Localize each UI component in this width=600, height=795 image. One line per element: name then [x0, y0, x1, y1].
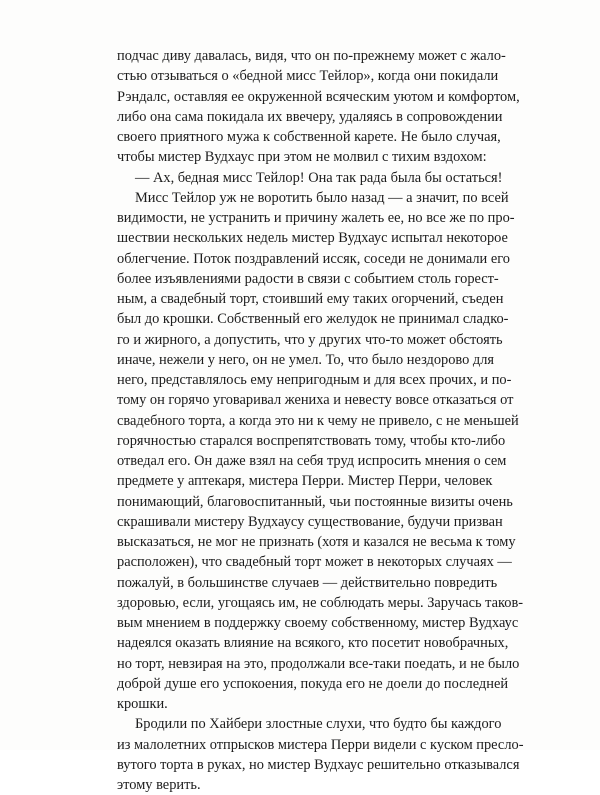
- paragraph: [117, 714, 524, 795]
- text-line: понимающий, благовоспитанный, чьи постоянные визиты очень: [117, 493, 513, 510]
- text-line: крошки.: [117, 696, 168, 712]
- text-line: из малолетних отпрысков мистера Перри видели с куском пресло-: [117, 736, 524, 753]
- text-line: чтобы мистер Вудхаус при этом не молвил с тихим вздохом:: [117, 149, 487, 166]
- text-line: подчас диву давалась, видя, что он по-прежнему может с жало-: [117, 48, 506, 64]
- text-line: более изъявлениями радости в связи с событием столь горест-: [117, 270, 499, 287]
- text-line: доброй душе его успокоения, покуда его не доели до последней: [117, 675, 509, 692]
- text-line: Бродили по Хайбери злостные слухи, что будто бы каждого: [135, 716, 502, 733]
- text-line: отведал его. Он даже взял на себя труд испросить мнения о сем: [117, 453, 507, 469]
- text-line: высказаться, не мог не признать (хотя и казался не весьма к тому: [117, 534, 516, 550]
- text-line: был до крошки. Собственный его желудок не принимал сладко-: [117, 311, 509, 328]
- text-line: скрашивали мистеру Вудхаусу существование, будучи призван: [117, 513, 503, 530]
- text-line: го и жирного, а допустить, что у других что-то может обстоять: [117, 331, 503, 348]
- paragraph: [117, 168, 503, 188]
- text-line: свадебного торта, а когда это ни к чему не привело, с не меньшей: [117, 412, 519, 429]
- text-line: предмете у аптекаря, мистера Перри. Мистер Перри, человек: [117, 473, 493, 490]
- text-line: пожалуй, в большинстве случаев — действительно повредить: [117, 574, 498, 591]
- text-line: расположен), что свадебный торт может в некоторых случаях —: [117, 554, 512, 571]
- text-line: Рэндалс, оставляя ее окруженной всяческим уютом и комфортом,: [117, 88, 520, 105]
- text-line: стью отзываться о «бедной мисс Тейлор», когда они покидали: [117, 68, 499, 85]
- text-line: шествии нескольких недель мистер Вудхаус испытал некоторое: [117, 230, 508, 247]
- text-line: вым мнением в поддержку своему собственному, мистер Вудхаус: [117, 615, 519, 631]
- text-line: своего приятного мужа к собственной карете. Не было случая,: [117, 129, 501, 145]
- text-line: надеялся оказать влияние на всякого, кто посетит новобрачных,: [117, 635, 509, 652]
- text-line: горячностью старался воспрепятствовать тому, чтобы кто-либо: [117, 432, 506, 449]
- text-line: вутого торта в руках, но мистер Вудхаус решительно отказывался: [117, 756, 520, 773]
- text-line: здоровью, если, угощаясь им, не соблюдать меры. Заручась таков-: [117, 594, 524, 611]
- text-line: облегчение. Поток поздравлений иссяк, соседи не донимали его: [117, 250, 510, 267]
- paragraph: [117, 188, 524, 715]
- text-line: либо она сама покидала их ввечеру, удаляясь в сопровождении: [117, 108, 503, 125]
- text-line: — Ах, бедная мисс Тейлор! Она так рада была бы остаться!: [135, 169, 503, 186]
- text-line: Мисс Тейлор уж не воротить было назад — а значит, по всей: [135, 189, 509, 206]
- page-text: [117, 46, 524, 795]
- text-line: но торт, невзирая на это, продолжали все-таки поедать, и не было: [117, 655, 520, 672]
- text-line: этому верить.: [117, 777, 201, 793]
- text-line: него, представлялось ему непригодным и для всех прочих, и по-: [117, 372, 512, 388]
- paragraph: [117, 46, 520, 168]
- text-line: видимости, не устранить и причину жалеть ее, но все же по про-: [117, 210, 515, 226]
- text-line: иначе, нежели у него, он не умел. То, что было нездорово для: [117, 351, 495, 368]
- text-line: ным, а свадебный торт, стоивший ему таких огорчений, съеден: [117, 291, 504, 307]
- text-line: тому он горячо уговаривал жениха и невесту вовсе отказаться от: [117, 392, 514, 409]
